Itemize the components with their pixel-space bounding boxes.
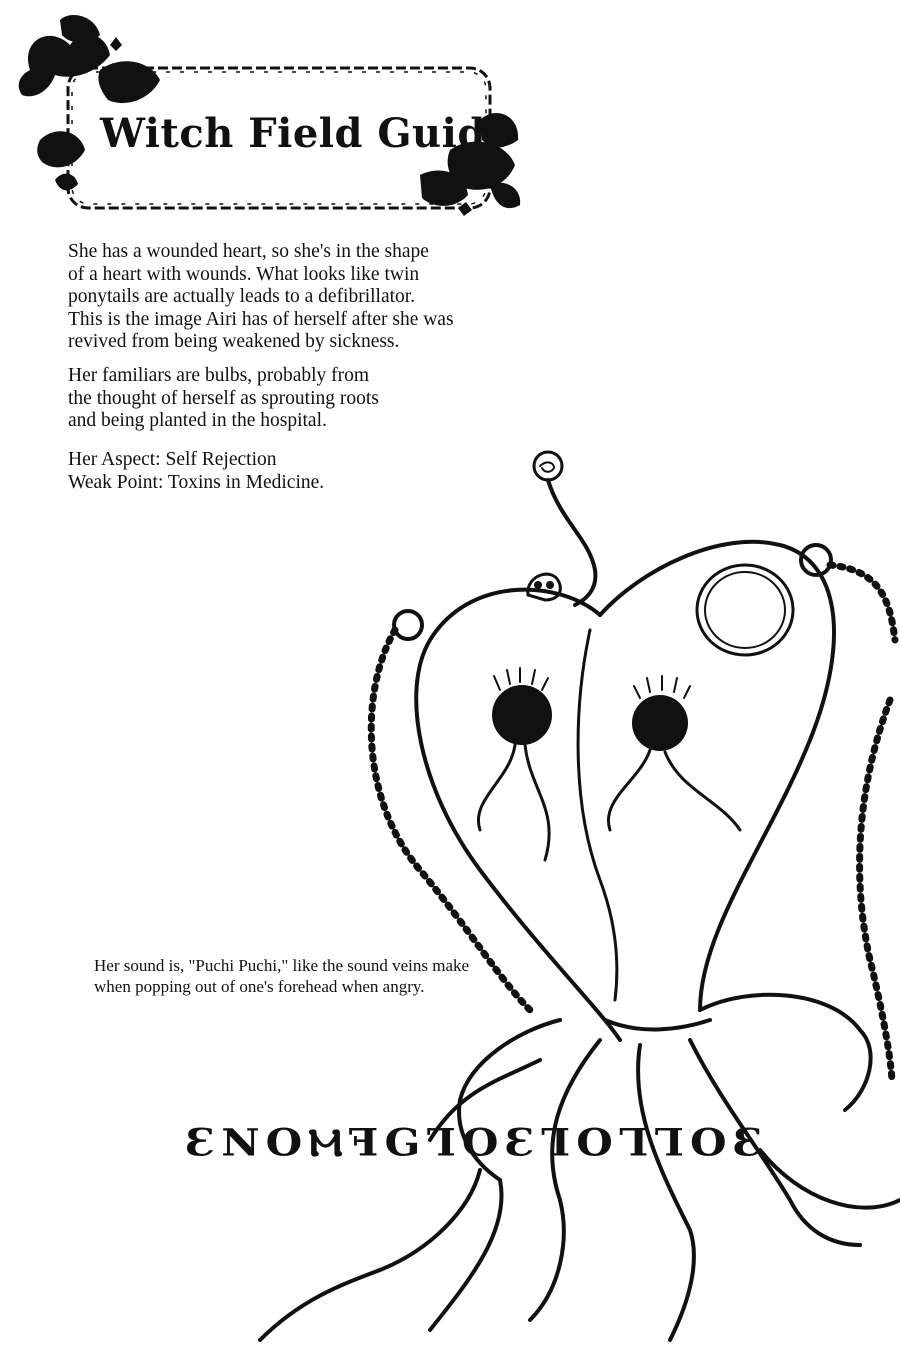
aspect-line: Her Aspect: Self Rejection	[68, 449, 277, 470]
description-line: Her familiars are bulbs, probably from	[68, 365, 370, 386]
description-line: This is the image Airi has of herself after she was	[68, 308, 454, 330]
sound-note	[94, 955, 469, 997]
page-title: Witch Field Guide	[100, 110, 512, 157]
aspect-weakpoint-block	[68, 449, 324, 494]
description-line: revived from being weakened by sickness.	[68, 331, 400, 352]
description-line: and being planted in the hospital.	[68, 410, 327, 431]
heart-witch-illustration	[260, 452, 900, 1340]
description-line: the thought of herself as sprouting roots	[68, 387, 379, 409]
sound-line: when popping out of one's forehead when angry.	[94, 977, 425, 996]
description-line: ponytails are actually leads to a defibrillator.	[68, 286, 416, 307]
description-line: of a heart with wounds. What looks like twin	[68, 263, 420, 285]
description-paragraph-1	[68, 241, 454, 354]
description-line: She has a wounded heart, so she's in the shape	[68, 241, 429, 262]
ivy-leaves-icon	[19, 15, 160, 190]
weak-point-line: Weak Point: Toxins in Medicine.	[68, 471, 325, 493]
description-paragraph-2	[68, 365, 379, 433]
witch-rune-name: ƐNOⲘꟻGꞀOƐꞀOꞀꞀOƐ	[185, 1120, 769, 1165]
sound-line: Her sound is, "Puchi Puchi," like the sound veins make	[94, 956, 470, 975]
